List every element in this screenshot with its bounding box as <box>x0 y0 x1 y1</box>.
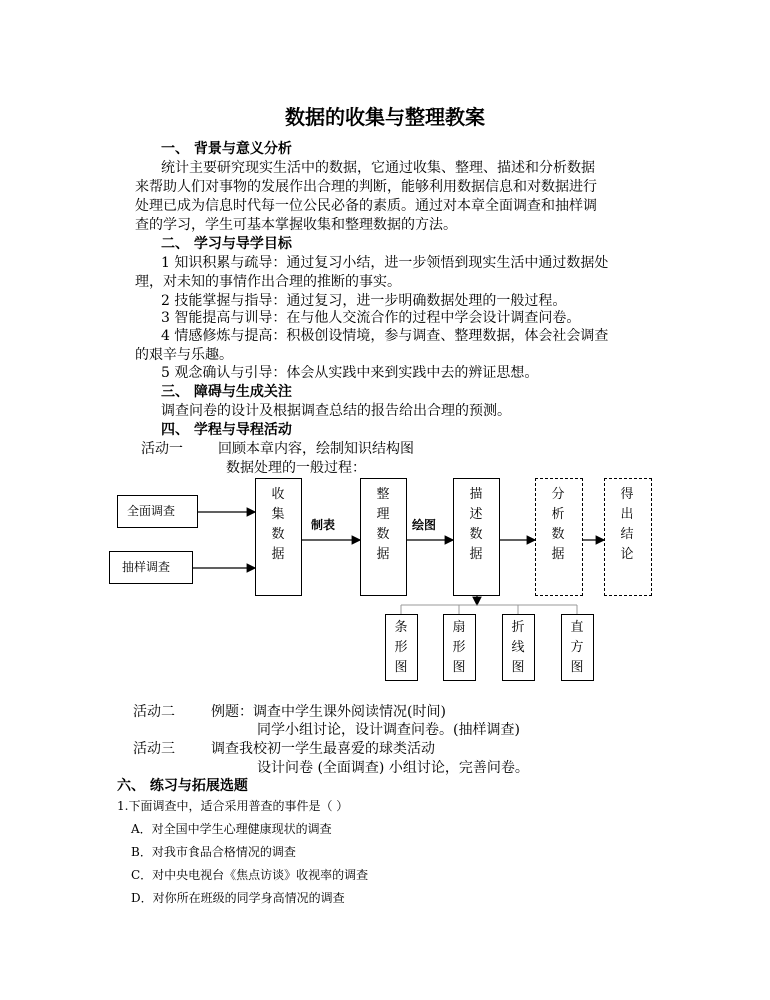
section-heading-exercises: 六、 练习与拓展选题 <box>117 778 248 794</box>
paragraph-line: 2 技能掌握与指导：通过复习，进一步明确数据处理的一般过程。 <box>161 293 567 309</box>
step-label: 得出结论 <box>620 487 634 562</box>
edge-label-plot: 绘图 <box>412 518 437 532</box>
paragraph-line: 4 情感修炼与提高：积极创设情境，参与调查、整理数据，体会社会调查 <box>161 328 609 344</box>
chart-type-label: 扇形图 <box>452 620 466 675</box>
step-box-analyze <box>535 478 583 596</box>
paragraph-line: 理，对未知的事情作出合理的推断的事实。 <box>135 274 401 290</box>
paragraph-line: 5 观念确认与引导：体会从实践中来到实践中去的辨证思想。 <box>161 365 539 381</box>
step-box-describe <box>453 478 500 596</box>
activity3-line2: 设计问卷 (全面调查) 小组讨论，完善问卷。 <box>257 760 529 776</box>
chart-type-label: 条形图 <box>394 620 408 675</box>
source-box-census <box>117 495 198 528</box>
paragraph-line: 的艰辛与乐趣。 <box>135 347 233 363</box>
option-a: A．对全国中学生心理健康现状的调查 <box>131 822 332 836</box>
option-c: C．对中央电视台《焦点访谈》收视率的调查 <box>131 868 369 882</box>
paragraph-line: 查的学习，学生可基本掌握收集和整理数据的方法。 <box>135 217 457 233</box>
page-title: 数据的收集与整理教案 <box>285 105 485 129</box>
paragraph-line: 来帮助人们对事物的发展作出合理的判断，能够利用数据信息和对数据进行 <box>135 179 597 195</box>
question-text: 1.下面调查中，适合采用普查的事件是（ ） <box>117 799 349 813</box>
option-d: D．对你所在班级的同学身高情况的调查 <box>131 891 345 905</box>
source-box-sampling <box>109 551 193 584</box>
activity3-label: 活动三 <box>133 741 175 757</box>
paragraph-line: 处理已成为信息时代每一位公民必备的素质。通过对本章全面调查和抽样调 <box>135 198 597 214</box>
activity2-label: 活动二 <box>133 704 175 720</box>
step-box-collect <box>255 478 302 596</box>
chart-type-pie <box>443 614 476 681</box>
step-box-conclude <box>604 478 652 596</box>
activity3-line1: 调查我校初一学生最喜爱的球类活动 <box>211 741 435 757</box>
step-label: 描述数据 <box>469 487 483 562</box>
paragraph-line: 3 智能提高与训导：在与他人交流合作的过程中学会设计调查问卷。 <box>161 310 581 326</box>
step-label: 收集数据 <box>271 487 285 562</box>
source-label: 全面调查 <box>127 504 176 518</box>
section-heading-goals: 二、 学习与导学目标 <box>161 236 292 252</box>
chart-type-line <box>502 614 535 681</box>
chart-type-label: 直方图 <box>570 620 584 675</box>
section-heading-background: 一、 背景与意义分析 <box>161 141 292 157</box>
paragraph-line: 统计主要研究现实生活中的数据，它通过收集、整理、描述和分析数据 <box>161 160 595 176</box>
source-label: 抽样调查 <box>122 560 171 574</box>
activity1-text: 回顾本章内容，绘制知识结构图 <box>218 441 414 457</box>
paragraph-line: 调查问卷的设计及根据调查总结的报告给出合理的预测。 <box>161 403 511 419</box>
activity2-line2: 同学小组讨论，设计调查问卷。(抽样调查) <box>257 722 520 738</box>
step-label: 分析数据 <box>551 487 565 562</box>
chart-type-label: 折线图 <box>511 620 525 675</box>
chart-type-histogram <box>561 614 594 681</box>
diagram-caption: 数据处理的一般过程： <box>226 460 366 476</box>
option-b: B．对我市食品合格情况的调查 <box>131 845 296 859</box>
paragraph-line: 1 知识积累与疏导：通过复习小结，进一步领悟到现实生活中通过数据处 <box>161 255 609 271</box>
chart-type-bar <box>385 614 418 681</box>
section-heading-activities: 四、 学程与导程活动 <box>161 422 292 438</box>
activity1-label: 活动一 <box>141 441 183 457</box>
activity2-line1: 例题：调查中学生课外阅读情况(时间) <box>211 704 446 720</box>
section-heading-obstacles: 三、 障碍与生成关注 <box>161 384 292 400</box>
edge-label-tabulate: 制表 <box>311 518 336 532</box>
step-label: 整理数据 <box>376 487 390 562</box>
step-box-organize <box>360 478 407 596</box>
